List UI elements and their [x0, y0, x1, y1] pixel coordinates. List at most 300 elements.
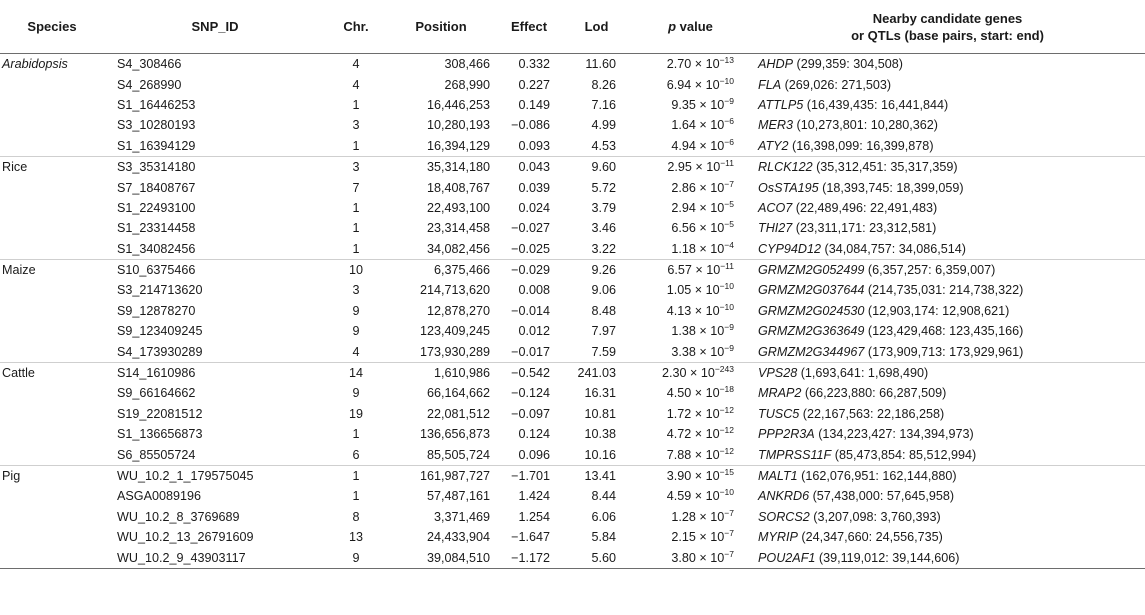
gene-range: (16,439,435: 16,441,844) — [803, 97, 949, 112]
table-row — [0, 177, 1145, 197]
p-value-exponent: −9 — [724, 95, 734, 106]
cell-p-value — [631, 198, 750, 218]
cell-species — [0, 341, 104, 362]
gene-range: (39,119,012: 39,144,606) — [815, 550, 960, 565]
table-row — [0, 486, 1145, 506]
cell-chr: 1 — [326, 465, 386, 486]
cell-snp-id: S9_66164662 — [117, 386, 196, 401]
gene-name: ACO7 — [758, 200, 793, 215]
cell-position: 136,656,873 — [419, 427, 490, 442]
cell-species: Rice — [0, 156, 104, 177]
cell-snp-id: WU_10.2_9_43903117 — [104, 547, 326, 568]
gene-range: (18,393,745: 18,399,059) — [818, 180, 964, 195]
gene-range: (6,357,257: 6,359,007) — [864, 263, 996, 278]
cell-position: 39,084,510 — [386, 547, 496, 568]
cell-chr: 1 — [352, 221, 360, 236]
cell-position: 35,314,180 — [386, 156, 496, 177]
gene-name: GRMZM2G024530 — [758, 303, 865, 318]
p-value-mantissa: 2.30 × 10 — [661, 366, 715, 381]
p-value-exponent: −9 — [724, 322, 734, 333]
cell-candidate-gene — [750, 465, 1145, 486]
table-row — [0, 301, 1145, 321]
p-value-exponent: −7 — [724, 528, 734, 539]
cell-effect: 0.096 — [518, 447, 550, 462]
cell-snp-id: S9_12878270 — [117, 303, 196, 318]
gene-name: TMPRSS11F — [758, 447, 832, 462]
cell-p-value — [631, 95, 750, 115]
genes-header-line1: Nearby candidate genes — [872, 10, 1023, 26]
cell-snp-id: WU_10.2_1_179575045 — [104, 465, 326, 486]
cell-position: 85,505,724 — [426, 447, 490, 462]
cell-species — [0, 115, 104, 135]
cell-effect: −0.542 — [496, 362, 562, 383]
cell-chr: 4 — [352, 77, 360, 92]
cell-effect: 0.043 — [496, 156, 562, 177]
cell-effect: 0.149 — [518, 97, 550, 112]
p-value-p: p — [668, 19, 677, 34]
cell-p-value — [631, 486, 750, 506]
cell-p-value — [631, 424, 750, 444]
cell-lod: 5.60 — [562, 547, 631, 568]
cell-effect: 0.012 — [518, 324, 550, 339]
cell-position: 16,446,253 — [426, 97, 490, 112]
col-header-lod: Lod — [562, 0, 631, 54]
table-row — [0, 239, 1145, 260]
cell-position: 66,164,662 — [426, 386, 490, 401]
cell-p-value — [631, 156, 750, 177]
table-body — [0, 54, 1145, 569]
table-row — [0, 54, 1145, 75]
cell-lod: 7.16 — [591, 97, 616, 112]
cell-effect: −0.029 — [496, 259, 562, 280]
cell-effect: 0.008 — [518, 283, 550, 298]
cell-position: 10,280,193 — [426, 118, 490, 133]
cell-position: 308,466 — [444, 57, 490, 72]
cell-species — [0, 527, 104, 547]
cell-effect: −0.017 — [511, 344, 550, 359]
p-value-rest: value — [676, 19, 713, 34]
p-value-mantissa: 2.70 × 10 — [666, 57, 720, 72]
cell-lod: 5.84 — [591, 530, 616, 545]
col-header-p-value — [631, 0, 750, 54]
cell-candidate-gene — [750, 547, 1145, 568]
cell-species — [0, 136, 104, 157]
cell-snp-id: S4_268990 — [117, 77, 182, 92]
p-value-exponent: −10 — [719, 281, 734, 292]
cell-p-value — [631, 527, 750, 547]
cell-snp-id: S1_22493100 — [117, 200, 196, 215]
cell-effect: −1.647 — [511, 530, 550, 545]
cell-lod: 10.38 — [584, 427, 616, 442]
p-value-exponent: −18 — [719, 384, 734, 395]
cell-snp-id: S1_136656873 — [117, 427, 203, 442]
cell-chr: 9 — [326, 547, 386, 568]
cell-effect: −0.124 — [511, 386, 550, 401]
gene-name: FLA — [758, 77, 782, 92]
cell-position: 23,314,458 — [426, 221, 490, 236]
cell-chr: 9 — [352, 324, 360, 339]
table-row — [0, 218, 1145, 238]
table-row — [0, 465, 1145, 486]
cell-snp-id: S3_214713620 — [117, 283, 203, 298]
p-value-mantissa: 3.80 × 10 — [671, 550, 725, 565]
cell-species — [0, 280, 104, 300]
p-value-exponent: −7 — [724, 548, 734, 559]
cell-chr: 9 — [352, 303, 360, 318]
cell-species — [0, 383, 104, 403]
gene-name: MYRIP — [758, 530, 798, 545]
cell-lod: 10.81 — [584, 406, 616, 421]
table-row — [0, 136, 1145, 157]
cell-lod: 9.60 — [562, 156, 631, 177]
cell-p-value — [631, 362, 750, 383]
cell-snp-id: S1_16446253 — [117, 97, 196, 112]
cell-lod: 241.03 — [562, 362, 631, 383]
cell-p-value — [631, 404, 750, 424]
cell-species — [0, 321, 104, 341]
p-value-mantissa: 6.56 × 10 — [671, 221, 725, 236]
cell-lod: 8.48 — [591, 303, 616, 318]
cell-effect: 0.039 — [518, 180, 550, 195]
table-row — [0, 156, 1145, 177]
cell-p-value — [631, 54, 750, 75]
p-value-mantissa: 4.50 × 10 — [666, 386, 720, 401]
gene-name: THI27 — [758, 221, 793, 236]
cell-lod: 3.46 — [591, 221, 616, 236]
gene-name: ATTLP5 — [758, 97, 804, 112]
cell-p-value — [631, 547, 750, 568]
cell-position: 24,433,904 — [426, 530, 490, 545]
cell-candidate-gene — [750, 444, 1145, 465]
table-row — [0, 404, 1145, 424]
table-row — [0, 321, 1145, 341]
cell-species — [0, 239, 104, 260]
cell-species: Cattle — [0, 362, 104, 383]
cell-snp-id: S7_18408767 — [117, 180, 196, 195]
gene-name: OsSTA195 — [758, 180, 819, 195]
cell-effect: 0.332 — [518, 57, 550, 72]
cell-species — [0, 444, 104, 465]
cell-lod: 11.60 — [585, 57, 616, 72]
p-value-mantissa: 2.95 × 10 — [667, 160, 721, 175]
p-value-mantissa: 3.90 × 10 — [666, 469, 720, 483]
cell-candidate-gene — [750, 362, 1145, 383]
p-value-mantissa: 7.88 × 10 — [666, 447, 720, 462]
table-row — [0, 341, 1145, 362]
cell-lod: 10.16 — [584, 447, 616, 462]
cell-chr: 4 — [352, 344, 360, 359]
cell-snp-id: WU_10.2_13_26791609 — [117, 530, 254, 545]
cell-candidate-gene — [750, 54, 1145, 75]
p-value-exponent: −13 — [719, 55, 734, 66]
cell-candidate-gene — [750, 321, 1145, 341]
cell-snp-id: S10_6375466 — [104, 259, 326, 280]
col-header-candidate-genes — [750, 0, 1145, 54]
gene-range: (34,084,757: 34,086,514) — [821, 241, 966, 256]
gene-name: GRMZM2G037644 — [758, 283, 865, 298]
genes-header-line2: or QTLs (base pairs, start: end) — [851, 27, 1044, 43]
cell-chr: 3 — [326, 156, 386, 177]
p-value-exponent: −10 — [719, 301, 734, 312]
col-header-chr: Chr. — [326, 0, 386, 54]
gene-range: (66,223,880: 66,287,509) — [801, 386, 947, 401]
cell-chr: 1 — [352, 200, 360, 215]
p-value-exponent: −10 — [719, 75, 734, 86]
cell-snp-id: S1_16394129 — [117, 138, 196, 153]
cell-lod: 7.59 — [591, 344, 616, 359]
p-value-exponent: −12 — [719, 404, 734, 415]
gene-name: GRMZM2G363649 — [758, 324, 865, 339]
cell-lod: 3.79 — [591, 200, 616, 215]
gene-range: (134,223,427: 134,394,973) — [814, 427, 974, 442]
cell-lod: 16.31 — [584, 386, 616, 401]
cell-position: 161,987,727 — [386, 465, 496, 486]
p-value-exponent: −15 — [719, 467, 734, 477]
cell-candidate-gene — [750, 74, 1145, 94]
cell-species — [0, 95, 104, 115]
cell-p-value — [631, 444, 750, 465]
table-row — [0, 547, 1145, 568]
table-row — [0, 444, 1145, 465]
p-value-mantissa: 1.64 × 10 — [671, 118, 725, 133]
cell-candidate-gene — [750, 218, 1145, 238]
cell-p-value — [631, 341, 750, 362]
p-value-exponent: −4 — [724, 239, 734, 250]
p-value-exponent: −11 — [720, 158, 734, 169]
cell-candidate-gene — [750, 95, 1145, 115]
cell-p-value — [631, 280, 750, 300]
cell-chr: 6 — [352, 447, 360, 462]
gene-range: (22,167,563: 22,186,258) — [799, 406, 945, 421]
cell-effect: 0.124 — [518, 427, 550, 442]
gene-range: (22,489,496: 22,491,483) — [792, 200, 938, 215]
cell-chr: 19 — [348, 406, 363, 421]
cell-p-value — [631, 239, 750, 260]
cell-chr: 1 — [352, 489, 360, 504]
table-row — [0, 95, 1145, 115]
cell-lod: 4.53 — [591, 138, 616, 153]
p-value-exponent: −7 — [724, 178, 734, 189]
gene-range: (1,693,641: 1,698,490) — [797, 366, 929, 381]
cell-species — [0, 177, 104, 197]
cell-effect: 1.254 — [518, 509, 550, 524]
cell-position: 6,375,466 — [386, 259, 496, 280]
cell-chr: 7 — [352, 180, 360, 195]
cell-snp-id: S1_34082456 — [117, 241, 196, 256]
p-value-exponent: −243 — [714, 364, 734, 375]
cell-candidate-gene — [750, 156, 1145, 177]
cell-position: 34,082,456 — [426, 241, 490, 256]
p-value-exponent: −7 — [724, 507, 734, 518]
cell-chr: 1 — [352, 241, 360, 256]
cell-lod: 9.26 — [562, 259, 631, 280]
table-row — [0, 198, 1145, 218]
cell-effect: 1.424 — [518, 489, 550, 504]
p-value-mantissa: 1.72 × 10 — [666, 406, 720, 421]
cell-position: 16,394,129 — [426, 138, 490, 153]
cell-candidate-gene — [750, 301, 1145, 321]
table-row — [0, 74, 1145, 94]
cell-species — [0, 301, 104, 321]
gene-name: GRMZM2G052499 — [758, 263, 865, 278]
cell-snp-id: S4_173930289 — [117, 344, 203, 359]
cell-position: 268,990 — [444, 77, 490, 92]
cell-chr: 1 — [352, 427, 360, 442]
p-value-mantissa: 9.35 × 10 — [671, 97, 725, 112]
cell-chr: 13 — [348, 530, 363, 545]
p-value-exponent: −11 — [720, 261, 734, 272]
cell-species: Maize — [0, 259, 104, 280]
p-value-mantissa: 2.15 × 10 — [671, 530, 725, 545]
gene-range: (24,347,660: 24,556,735) — [797, 530, 943, 545]
p-value-mantissa: 1.28 × 10 — [671, 509, 725, 524]
cell-lod: 7.97 — [591, 324, 616, 339]
cell-effect: 0.227 — [518, 77, 550, 92]
cell-candidate-gene — [750, 507, 1145, 527]
cell-effect: −0.086 — [511, 118, 550, 133]
gene-range: (16,398,099: 16,399,878) — [788, 138, 934, 153]
cell-p-value — [631, 74, 750, 94]
cell-effect: 0.024 — [518, 200, 550, 215]
cell-effect: 0.093 — [518, 138, 550, 153]
cell-snp-id: S14_1610986 — [104, 362, 326, 383]
p-value-exponent: −6 — [724, 116, 734, 127]
cell-candidate-gene — [750, 239, 1145, 260]
cell-snp-id: WU_10.2_8_3769689 — [117, 509, 240, 524]
p-value-exponent: −12 — [719, 445, 734, 456]
gene-range: (12,903,174: 12,908,621) — [864, 303, 1010, 318]
cell-chr: 1 — [352, 138, 360, 153]
cell-species — [0, 404, 104, 424]
gene-range: (214,735,031: 214,738,322) — [864, 283, 1024, 298]
cell-position: 3,371,469 — [433, 509, 490, 524]
cell-species: Pig — [0, 465, 104, 486]
cell-p-value — [631, 177, 750, 197]
p-value-mantissa: 1.05 × 10 — [666, 283, 720, 298]
cell-lod: 4.99 — [591, 118, 616, 133]
cell-effect: −0.097 — [511, 406, 550, 421]
cell-chr: 1 — [352, 97, 360, 112]
cell-candidate-gene — [750, 424, 1145, 444]
p-value-mantissa: 1.38 × 10 — [671, 324, 725, 339]
p-value-mantissa: 1.18 × 10 — [671, 241, 725, 256]
gene-range: (162,076,951: 162,144,880) — [797, 469, 957, 483]
p-value-exponent: −12 — [719, 425, 734, 436]
cell-p-value — [631, 259, 750, 280]
col-header-effect: Effect — [496, 0, 562, 54]
gene-name: RLCK122 — [758, 160, 813, 175]
cell-position: 22,081,512 — [426, 406, 490, 421]
cell-snp-id: S1_23314458 — [117, 221, 196, 236]
cell-effect: −0.025 — [511, 241, 550, 256]
gene-name: ANKRD6 — [758, 489, 810, 504]
cell-effect: −1.701 — [496, 465, 562, 486]
cell-candidate-gene — [750, 280, 1145, 300]
cell-chr: 9 — [352, 386, 360, 401]
cell-p-value — [631, 465, 750, 486]
cell-lod: 9.06 — [591, 283, 616, 298]
cell-snp-id: S3_10280193 — [117, 118, 196, 133]
p-value-mantissa: 4.59 × 10 — [666, 489, 720, 504]
table-row — [0, 527, 1145, 547]
gene-name: VPS28 — [758, 366, 798, 381]
cell-position: 214,713,620 — [419, 283, 490, 298]
cell-p-value — [631, 383, 750, 403]
cell-chr: 3 — [352, 283, 360, 298]
cell-lod: 3.22 — [591, 241, 616, 256]
cell-position: 12,878,270 — [426, 303, 490, 318]
cell-species — [0, 486, 104, 506]
gene-name: GRMZM2G344967 — [758, 344, 865, 359]
cell-species: Arabidopsis — [2, 57, 68, 72]
cell-chr: 4 — [352, 57, 360, 72]
cell-snp-id: ASGA0089196 — [117, 489, 202, 504]
cell-effect: −1.172 — [496, 547, 562, 568]
table-row — [0, 424, 1145, 444]
cell-chr: 8 — [352, 509, 360, 524]
cell-candidate-gene — [750, 486, 1145, 506]
cell-lod: 5.72 — [591, 180, 616, 195]
cell-species — [0, 74, 104, 94]
gene-range: (269,026: 271,503) — [781, 77, 892, 92]
cell-candidate-gene — [750, 115, 1145, 135]
cell-candidate-gene — [750, 527, 1145, 547]
header-row — [0, 0, 1145, 54]
table-row — [0, 383, 1145, 403]
p-value-mantissa: 2.94 × 10 — [671, 200, 725, 215]
p-value-mantissa: 4.13 × 10 — [666, 303, 720, 318]
gene-name: PPP2R3A — [758, 427, 815, 442]
p-value-mantissa: 4.94 × 10 — [671, 138, 725, 153]
cell-snp-id: S4_308466 — [117, 57, 182, 72]
p-value-mantissa: 3.38 × 10 — [671, 344, 725, 359]
gene-range: (57,438,000: 57,645,958) — [809, 489, 955, 504]
gene-range: (173,909,713: 173,929,961) — [864, 344, 1024, 359]
gene-name: POU2AF1 — [758, 550, 816, 565]
table-row — [0, 259, 1145, 280]
cell-p-value — [631, 301, 750, 321]
cell-candidate-gene — [750, 177, 1145, 197]
gene-range: (85,473,854: 85,512,994) — [831, 447, 977, 462]
gene-range: (23,311,171: 23,312,581) — [792, 221, 937, 236]
cell-chr: 10 — [326, 259, 386, 280]
cell-position: 173,930,289 — [419, 344, 490, 359]
cell-effect: −0.014 — [511, 303, 550, 318]
cell-snp-id: S6_85505724 — [117, 447, 196, 462]
gene-name: MER3 — [758, 118, 793, 133]
gene-name: TUSC5 — [758, 406, 800, 421]
gene-name: AHDP — [758, 57, 793, 72]
cell-snp-id: S19_22081512 — [117, 406, 203, 421]
cell-candidate-gene — [750, 136, 1145, 157]
gene-name: SORCS2 — [758, 509, 810, 524]
gene-range: (35,312,451: 35,317,359) — [812, 160, 958, 175]
table-row — [0, 362, 1145, 383]
cell-position: 1,610,986 — [386, 362, 496, 383]
cell-position: 22,493,100 — [426, 200, 490, 215]
cell-position: 57,487,161 — [426, 489, 490, 504]
p-value-exponent: −5 — [724, 198, 734, 209]
cell-species — [0, 507, 104, 527]
cell-candidate-gene — [750, 259, 1145, 280]
gene-range: (3,207,098: 3,760,393) — [809, 509, 941, 524]
p-value-exponent: −5 — [724, 219, 734, 230]
cell-effect: −0.027 — [511, 221, 550, 236]
cell-candidate-gene — [750, 383, 1145, 403]
cell-p-value — [631, 218, 750, 238]
cell-position: 18,408,767 — [426, 180, 490, 195]
table-row — [0, 115, 1145, 135]
